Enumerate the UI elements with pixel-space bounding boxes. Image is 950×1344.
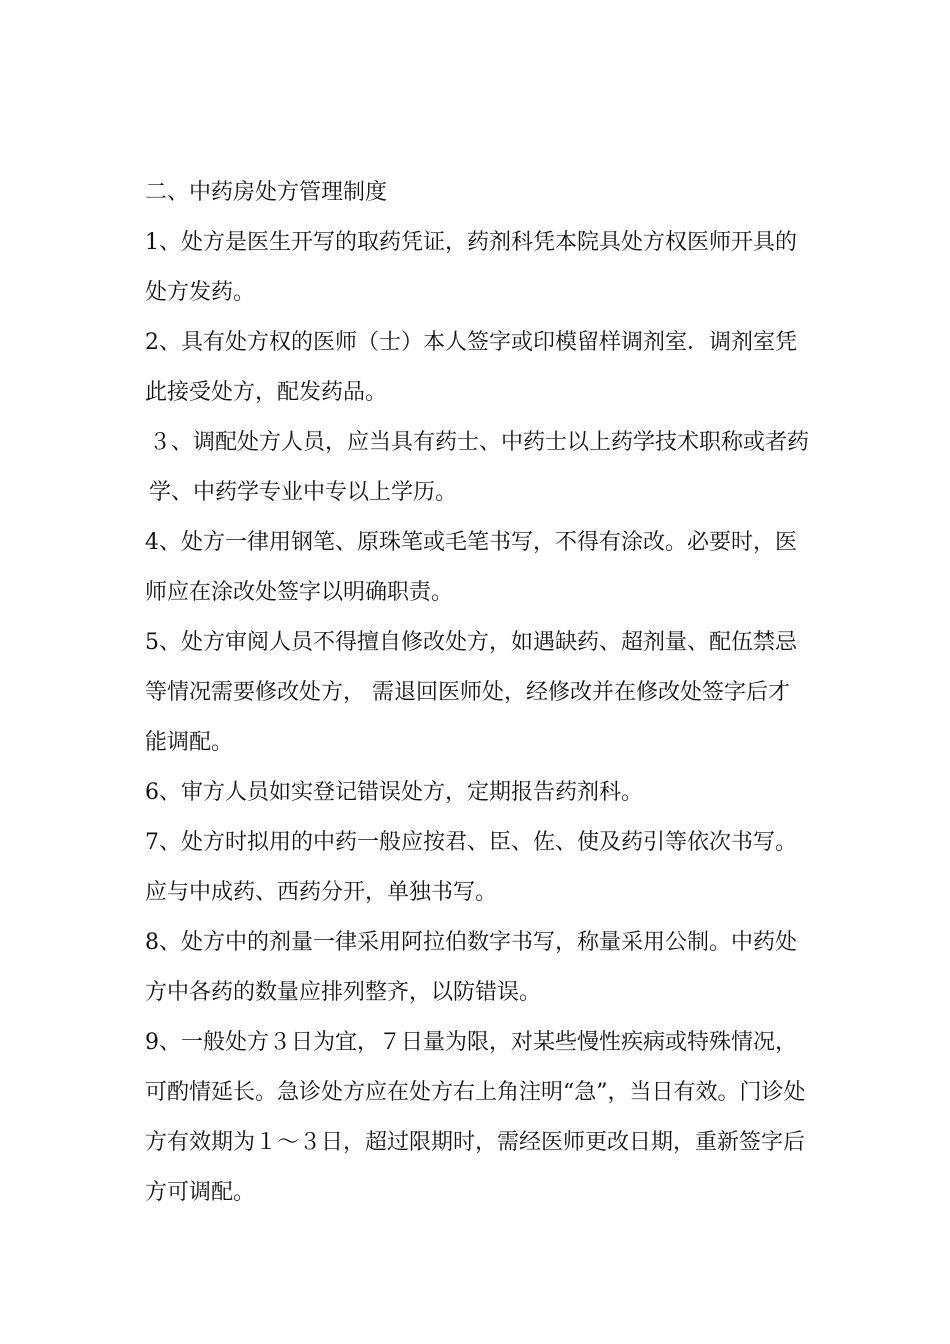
paragraph-7: 7、处方时拟用的中药一般应按君、臣、佐、使及药引等依次书写。应与中成药、西药分开，单独书写。 [145, 830, 797, 905]
paragraph-5: 5、处方审阅人员不得擅自修改处方，如遇缺药、超剂量、配伍禁忌等情况需要修改处方， 需退回医师处，经修改并在修改处签字后才能调配。 [145, 630, 797, 755]
paragraph-6: 6、审方人员如实登记错误处方，定期报告药剂科。 [145, 780, 643, 805]
paragraph-8: 8、处方中的剂量一律采用阿拉伯数字书写，称量采用公制。中药处方中各药的数量应排列整齐，以防错误。 [145, 930, 797, 1005]
section-heading: 二、中药房处方管理制度 [145, 180, 388, 205]
paragraph-2: 2、具有处方权的医师（士）本人签字或印模留样调剂室．调剂室凭此接受处方，配发药品。 [145, 330, 797, 405]
document-body [145, 168, 810, 1218]
paragraph-1: 1、处方是医生开写的取药凭证，药剂科凭本院具处方权医师开具的处方发药。 [145, 230, 797, 305]
paragraph-3: ３、调配处方人员，应当具有药士、中药士以上药学技术职称或者药学、中药学专业中专以上学历。 [149, 430, 810, 505]
paragraph-9: 9、一般处方３日为宜，７日量为限，对某些慢性疾病或特殊情况，可酌情延长。急诊处方应在处方右上角注明“急”，当日有效。门诊处方有效期为１～３日，超过限期时，需经医师更改日期，重新签字后方可调配。 [145, 1030, 806, 1205]
paragraph-4: 4、处方一律用钢笔、原珠笔或毛笔书写，不得有涂改。必要时，医师应在涂改处签字以明确职责。 [145, 530, 797, 605]
